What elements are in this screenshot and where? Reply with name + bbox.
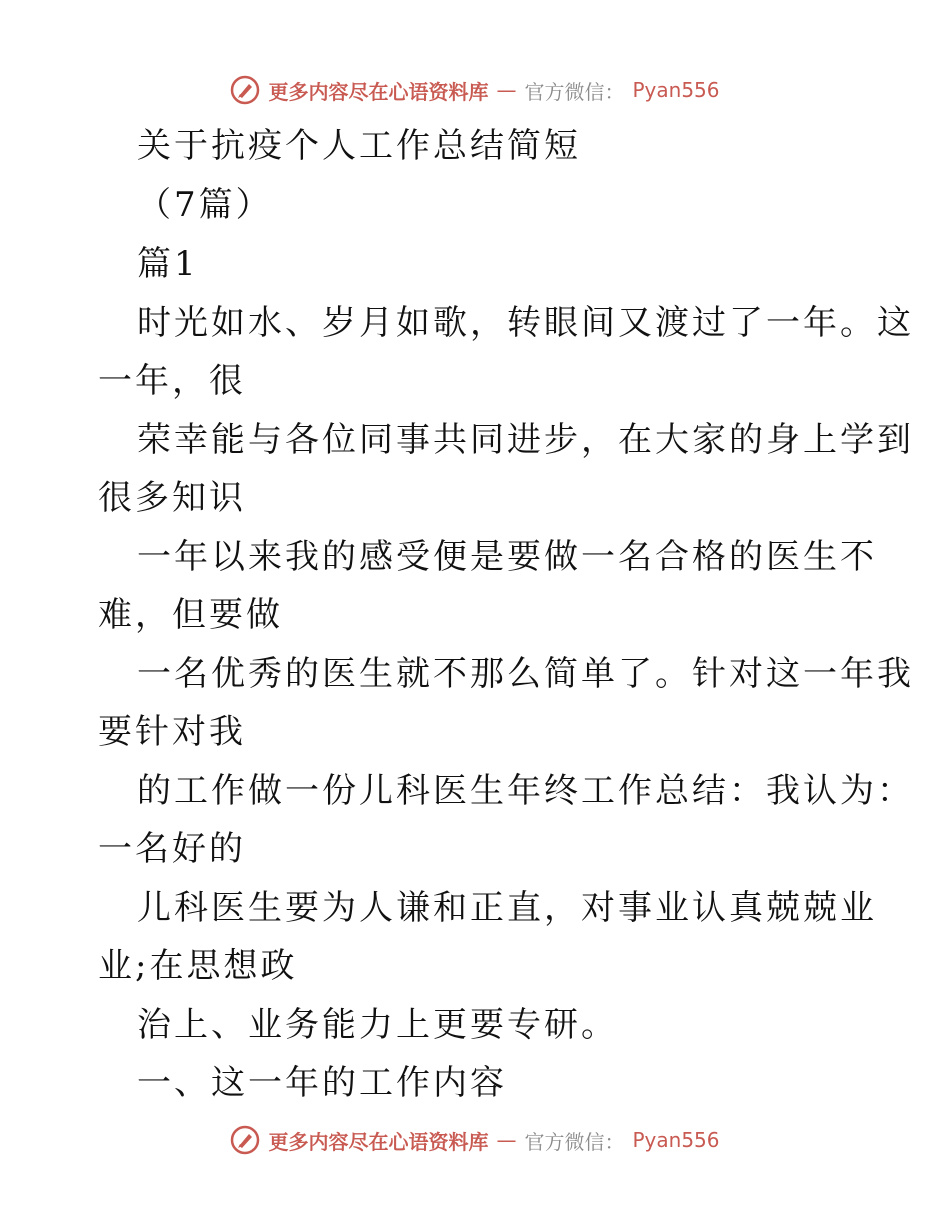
section-heading: 篇1 xyxy=(137,244,199,284)
wechat-id: Pyan556 xyxy=(632,1128,720,1152)
wechat-id: Pyan556 xyxy=(632,78,720,102)
paragraph-line: 一名优秀的医生就不那么简单了。针对这一年我 xyxy=(137,654,914,694)
pen-nib-seal-icon xyxy=(230,1125,260,1155)
banner-dash: — xyxy=(496,1128,517,1152)
paragraph-line: 儿科医生要为人谦和正直，对事业认真兢兢业 xyxy=(137,888,877,928)
paragraph-line: 很多知识 xyxy=(98,478,246,518)
paragraph-line: 一年，很 xyxy=(98,361,246,401)
paragraph-line: 一年以来我的感受便是要做一名合格的医生不 xyxy=(137,537,877,577)
paragraph-line: 治上、业务能力上更要专研。 xyxy=(137,1005,618,1045)
pen-nib-seal-icon xyxy=(230,75,260,105)
footer-banner xyxy=(0,1120,950,1160)
paragraph-line: 的工作做一份儿科医生年终工作总结：我认为： xyxy=(137,771,914,811)
paragraph-line: 时光如水、岁月如歌，转眼间又渡过了一年。这 xyxy=(137,303,914,343)
banner-dash: — xyxy=(496,78,517,102)
document-subtitle: （7篇） xyxy=(137,185,273,225)
paragraph-line: 要针对我 xyxy=(98,712,246,752)
paragraph-line: 一名好的 xyxy=(98,829,246,869)
header-banner xyxy=(0,70,950,110)
paragraph-line: 业;在思想政 xyxy=(98,946,298,986)
document-title: 关于抗疫个人工作总结简短 xyxy=(137,126,581,166)
paragraph-line: 一、这一年的工作内容 xyxy=(137,1063,507,1103)
banner-text: 更多内容尽在心语资料库 xyxy=(268,1129,489,1154)
paragraph-line: 难，但要做 xyxy=(98,595,283,635)
wechat-label: 官方微信： xyxy=(524,1129,625,1154)
paragraph-line: 荣幸能与各位同事共同进步，在大家的身上学到 xyxy=(137,420,914,460)
banner-text: 更多内容尽在心语资料库 xyxy=(268,79,489,104)
wechat-label: 官方微信： xyxy=(524,79,625,104)
